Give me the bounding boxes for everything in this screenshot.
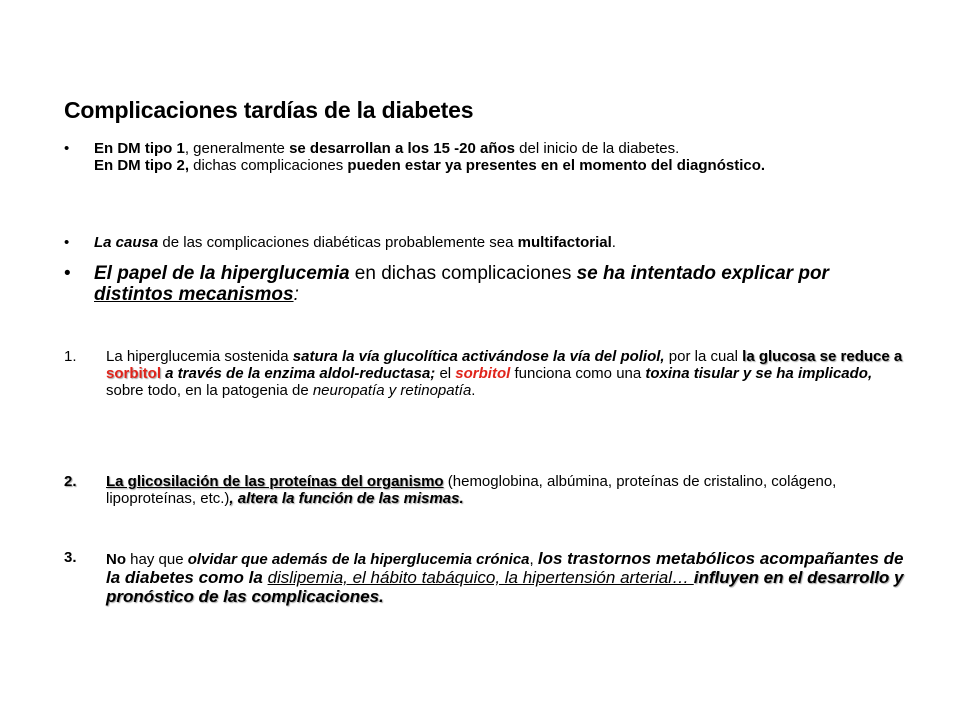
glucose-reduction: la glucosa se reduce a — [742, 348, 903, 365]
text-run: . — [471, 382, 476, 399]
mechanisms: distintos mecanismos — [94, 284, 294, 305]
aldol-reductase: a través de la enzima aldol-reductasa; — [161, 365, 436, 382]
list-text — [106, 549, 904, 606]
present-at-diagnosis: pueden estar ya presentes en el momento del diagnóstico. — [347, 157, 766, 174]
text-run: dichas complicaciones — [189, 157, 348, 174]
bullet-marker: • — [64, 263, 71, 284]
explained-by: se ha intentado explicar por — [576, 263, 829, 284]
list-number: 1. — [64, 348, 77, 365]
text-run: , — [529, 551, 538, 568]
text-run: el — [435, 365, 456, 382]
multifactorial: multifactorial — [517, 234, 612, 251]
polyol-pathway: satura la vía glucolítica activándose la vía del poliol, — [292, 348, 665, 365]
dm1-label: En DM tipo 1 — [94, 140, 185, 157]
text-run: en dichas complicaciones — [349, 263, 577, 284]
sorbitol-highlight: sorbitol — [106, 365, 161, 382]
text-run: funciona como una — [510, 365, 646, 382]
bullet-cause — [64, 234, 904, 251]
slide-title: Complicaciones tardías de la diabetes — [64, 97, 474, 123]
text-run: hay que — [126, 551, 188, 568]
bullet-marker: • — [64, 234, 70, 251]
altered-function: , altera la función de las mismas. — [229, 490, 464, 507]
bullet-text — [94, 140, 904, 174]
text-run: La hiperglucemia sostenida — [106, 348, 293, 365]
dm2-label: En DM tipo 2, — [94, 157, 189, 174]
list-number: 3. — [64, 549, 77, 566]
tissue-toxin: toxina tisular y se ha implicado, — [645, 365, 873, 382]
text-run: por la cual — [664, 348, 743, 365]
list-text — [106, 348, 904, 399]
risk-factors: dislipemia, el hábito tabáquico, la hipertensión arterial… — [267, 568, 694, 587]
sorbitol-term: sorbitol — [455, 365, 511, 382]
bullet-text — [94, 263, 904, 305]
bullet-marker: • — [64, 140, 70, 157]
bullet-hyperglycemia-role — [64, 263, 904, 305]
hyperglycemia-role: El papel de la hiperglucemia — [94, 263, 350, 284]
list-number: 2. — [64, 473, 77, 490]
bullet-text — [94, 234, 904, 251]
mechanism-polyol — [64, 348, 904, 399]
list-text — [106, 473, 904, 507]
mechanism-metabolic-disorders — [64, 549, 904, 606]
bullet-dm-types — [64, 140, 904, 174]
text-run: : — [293, 284, 299, 305]
text-run: , generalmente — [184, 140, 290, 157]
text-run: No — [106, 551, 126, 568]
influence-complications: influyen en el desarrollo y pronóstico de las complicaciones. — [106, 568, 904, 606]
metabolic-disorders: los trastornos metabólicos acompañantes de la diabetes como la — [106, 549, 904, 587]
neuropathy-retinopathy: neuropatía y retinopatía — [312, 382, 472, 399]
chronic-hyperglycemia: olvidar que además de la hiperglucemia crónica — [187, 551, 530, 568]
text-run: sobre todo, en la patogenia de — [106, 382, 313, 399]
text-run: de las complicaciones diabéticas probablemente sea — [158, 234, 518, 251]
text-run: del inicio de la diabetes. — [515, 140, 680, 157]
protein-glycosylation: La glicosilación de las proteínas del organismo — [106, 473, 444, 490]
text-run: (hemoglobina, albúmina, proteínas de cristalino, colágeno, lipoproteínas, etc.) — [106, 473, 837, 507]
mechanism-glycosylation — [64, 473, 904, 507]
onset-years: se desarrollan a los 15 -20 años — [289, 140, 516, 157]
text-run: . — [611, 234, 616, 251]
cause-label: La causa — [94, 234, 159, 251]
